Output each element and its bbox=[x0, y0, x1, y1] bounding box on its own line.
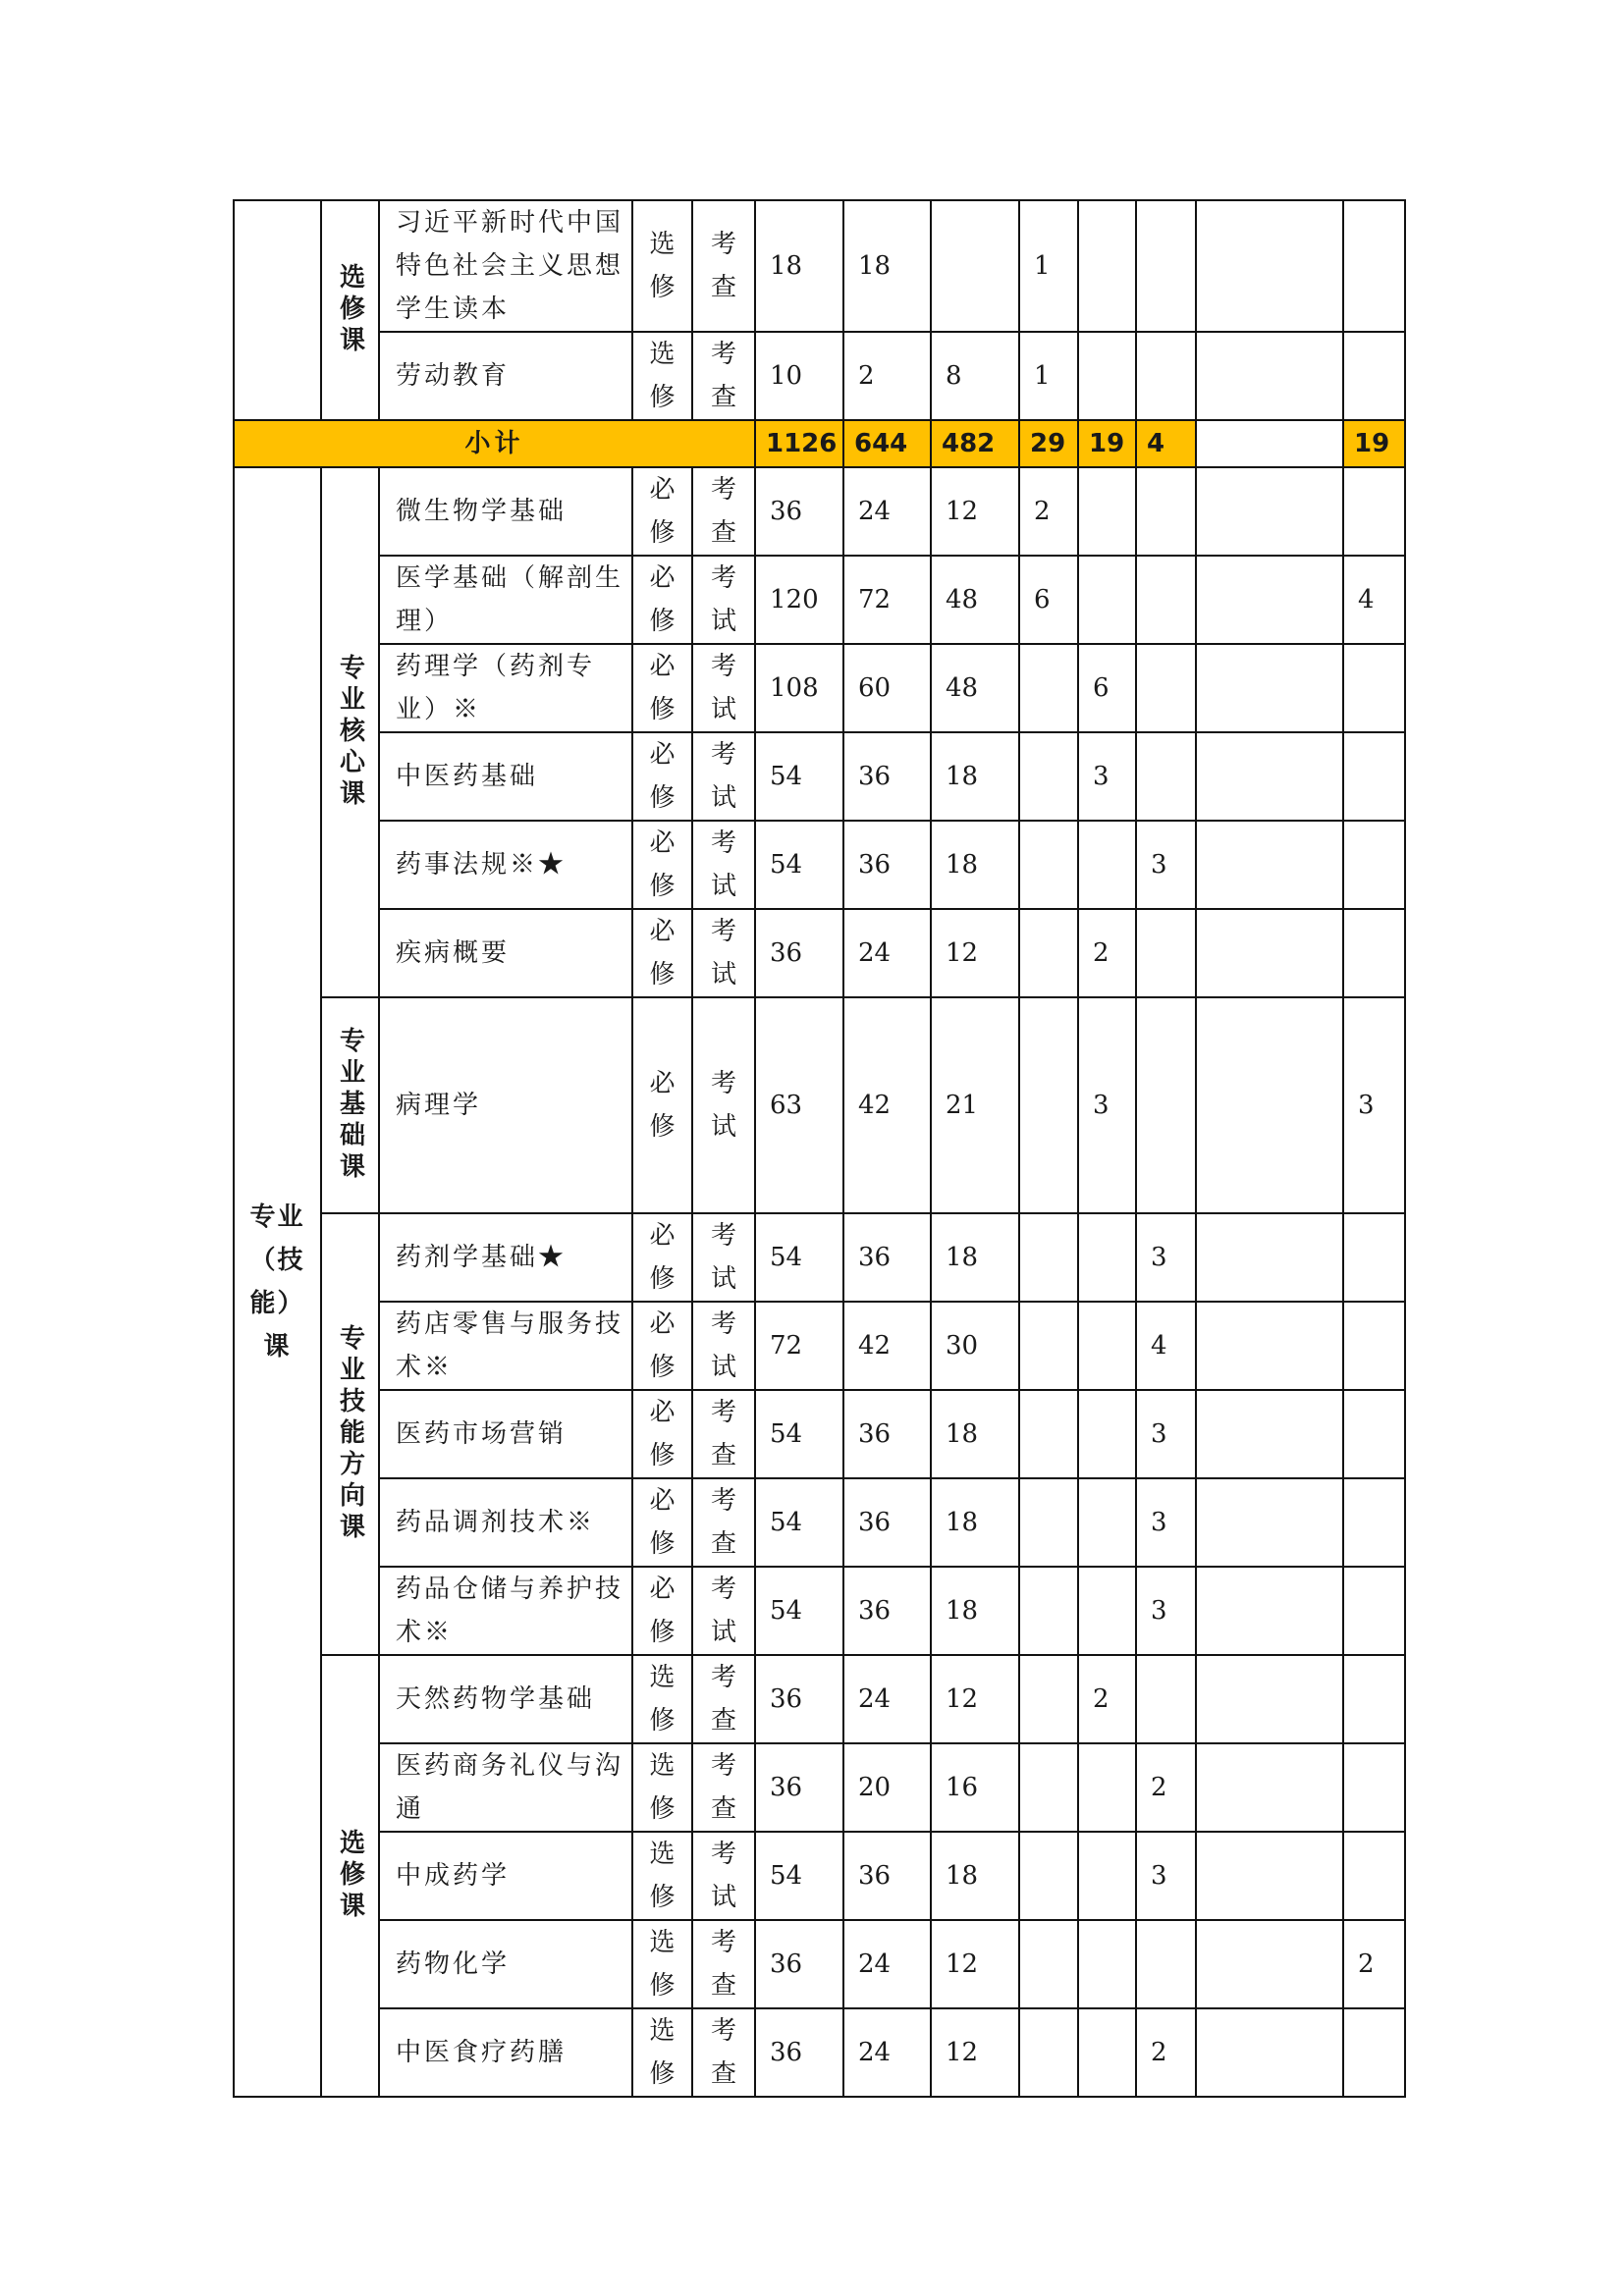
hours-theory: 60 bbox=[843, 644, 931, 732]
requirement-text: 必修 bbox=[649, 1221, 676, 1294]
blank-cell bbox=[1196, 732, 1343, 821]
hours-practice: 12 bbox=[931, 1655, 1019, 1743]
table-row bbox=[234, 1832, 1405, 1920]
hours-practice: 30 bbox=[931, 1302, 1019, 1390]
exam-type-text: 考试 bbox=[711, 740, 737, 813]
hours-s1 bbox=[1019, 997, 1078, 1213]
requirement-cell bbox=[632, 1655, 692, 1743]
requirement-cell bbox=[632, 732, 692, 821]
hours-s3 bbox=[1136, 1655, 1196, 1743]
hours-s4 bbox=[1343, 1302, 1405, 1390]
course-name: 中医药基础 bbox=[379, 732, 632, 821]
table-row bbox=[234, 1920, 1405, 2008]
exam-type-cell bbox=[692, 1390, 755, 1478]
hours-s4 bbox=[1343, 821, 1405, 909]
hours-s2 bbox=[1078, 556, 1136, 644]
hours-s3 bbox=[1136, 644, 1196, 732]
hours-s4 bbox=[1343, 1478, 1405, 1567]
hours-s3 bbox=[1136, 332, 1196, 420]
hours-s2 bbox=[1078, 1920, 1136, 2008]
hours-total: 54 bbox=[755, 1567, 843, 1655]
subgroup-label: 专业基础课 bbox=[335, 1027, 365, 1184]
hours-s3 bbox=[1136, 1920, 1196, 2008]
hours-s4 bbox=[1343, 332, 1405, 420]
blank-cell bbox=[1196, 1302, 1343, 1390]
hours-practice: 21 bbox=[931, 997, 1019, 1213]
hours-total: 54 bbox=[755, 1478, 843, 1567]
table-row bbox=[234, 332, 1405, 420]
blank-cell bbox=[1196, 332, 1343, 420]
requirement-cell bbox=[632, 1390, 692, 1478]
exam-type-text: 考查 bbox=[711, 1663, 737, 1735]
hours-s3: 2 bbox=[1136, 1743, 1196, 1832]
exam-type-text: 考查 bbox=[711, 1751, 737, 1824]
hours-s3: 4 bbox=[1136, 1302, 1196, 1390]
course-name: 劳动教育 bbox=[379, 332, 632, 420]
exam-type-cell bbox=[692, 1743, 755, 1832]
hours-s3: 3 bbox=[1136, 1478, 1196, 1567]
hours-theory: 18 bbox=[843, 200, 931, 332]
hours-practice: 18 bbox=[931, 821, 1019, 909]
hours-s2: 2 bbox=[1078, 909, 1136, 997]
course-name: 中成药学 bbox=[379, 1832, 632, 1920]
hours-s3 bbox=[1136, 467, 1196, 556]
blank-cell bbox=[1196, 1478, 1343, 1567]
requirement-cell bbox=[632, 1832, 692, 1920]
table-row bbox=[234, 1478, 1405, 1567]
hours-s4 bbox=[1343, 1743, 1405, 1832]
requirement-cell bbox=[632, 332, 692, 420]
requirement-text: 选修 bbox=[649, 1751, 676, 1824]
hours-s3 bbox=[1136, 909, 1196, 997]
hours-theory: 36 bbox=[843, 1832, 931, 1920]
hours-s3: 3 bbox=[1136, 1832, 1196, 1920]
exam-type-text: 考查 bbox=[711, 2016, 737, 2089]
requirement-text: 必修 bbox=[649, 652, 676, 724]
table-row bbox=[234, 200, 1405, 332]
hours-s1: 1 bbox=[1019, 332, 1078, 420]
exam-type-text: 考试 bbox=[711, 1575, 737, 1647]
course-name: 天然药物学基础 bbox=[379, 1655, 632, 1743]
exam-type-text: 考试 bbox=[711, 652, 737, 724]
blank-cell bbox=[1196, 644, 1343, 732]
hours-total: 54 bbox=[755, 821, 843, 909]
course-name: 药店零售与服务技术※ bbox=[379, 1302, 632, 1390]
hours-s1: 1 bbox=[1019, 200, 1078, 332]
hours-practice: 48 bbox=[931, 556, 1019, 644]
hours-s2 bbox=[1078, 821, 1136, 909]
hours-s4: 3 bbox=[1343, 997, 1405, 1213]
blank-cell bbox=[1196, 821, 1343, 909]
exam-type-text: 考查 bbox=[711, 475, 737, 548]
table-row bbox=[234, 2008, 1405, 2097]
table-row bbox=[234, 1743, 1405, 1832]
hours-theory: 42 bbox=[843, 1302, 931, 1390]
table-row bbox=[234, 467, 1405, 556]
exam-type-text: 考试 bbox=[711, 1309, 737, 1382]
hours-s4 bbox=[1343, 1832, 1405, 1920]
table-row bbox=[234, 1213, 1405, 1302]
hours-theory: 24 bbox=[843, 2008, 931, 2097]
course-name: 药物化学 bbox=[379, 1920, 632, 2008]
exam-type-cell bbox=[692, 1478, 755, 1567]
hours-s2 bbox=[1078, 1390, 1136, 1478]
hours-total: 54 bbox=[755, 1390, 843, 1478]
hours-s1 bbox=[1019, 732, 1078, 821]
hours-practice: 18 bbox=[931, 732, 1019, 821]
requirement-text: 必修 bbox=[649, 917, 676, 989]
hours-s1 bbox=[1019, 1213, 1078, 1302]
table-row bbox=[234, 909, 1405, 997]
hours-total: 108 bbox=[755, 644, 843, 732]
exam-type-text: 考试 bbox=[711, 1069, 737, 1142]
hours-s4 bbox=[1343, 2008, 1405, 2097]
hours-s1 bbox=[1019, 1478, 1078, 1567]
subgroup-label: 选修课 bbox=[335, 263, 365, 357]
table-row bbox=[234, 1567, 1405, 1655]
subgroup-label-cell bbox=[321, 200, 379, 420]
subtotal-label: 小计 bbox=[234, 420, 755, 467]
hours-practice: 16 bbox=[931, 1743, 1019, 1832]
hours-s3: 3 bbox=[1136, 1567, 1196, 1655]
hours-total: 54 bbox=[755, 1832, 843, 1920]
requirement-text: 选修 bbox=[649, 1663, 676, 1735]
blank-cell bbox=[1196, 1390, 1343, 1478]
hours-theory: 2 bbox=[843, 332, 931, 420]
requirement-cell bbox=[632, 1302, 692, 1390]
hours-s1 bbox=[1019, 909, 1078, 997]
hours-s2 bbox=[1078, 1567, 1136, 1655]
hours-s4 bbox=[1343, 1213, 1405, 1302]
hours-practice: 18 bbox=[931, 1478, 1019, 1567]
subgroup-label: 专业核心课 bbox=[335, 654, 365, 811]
hours-s4 bbox=[1343, 1567, 1405, 1655]
subtotal-s3: 4 bbox=[1136, 420, 1196, 467]
requirement-cell bbox=[632, 1213, 692, 1302]
subgroup-label: 专业技能方向课 bbox=[335, 1324, 365, 1544]
hours-practice: 12 bbox=[931, 2008, 1019, 2097]
hours-practice: 18 bbox=[931, 1832, 1019, 1920]
blank-cell bbox=[1196, 420, 1343, 467]
hours-s4 bbox=[1343, 1390, 1405, 1478]
blank-cell bbox=[1196, 556, 1343, 644]
exam-type-cell bbox=[692, 1832, 755, 1920]
blank-cell bbox=[1196, 1920, 1343, 2008]
course-name: 医学基础（解剖生理） bbox=[379, 556, 632, 644]
exam-type-cell bbox=[692, 556, 755, 644]
requirement-text: 必修 bbox=[649, 740, 676, 813]
hours-s2: 3 bbox=[1078, 997, 1136, 1213]
subgroup-label-cell bbox=[321, 1213, 379, 1655]
hours-s2: 6 bbox=[1078, 644, 1136, 732]
course-name: 药理学（药剂专业）※ bbox=[379, 644, 632, 732]
table-row bbox=[234, 644, 1405, 732]
table-row bbox=[234, 556, 1405, 644]
requirement-cell bbox=[632, 1478, 692, 1567]
subtotal-theory: 644 bbox=[843, 420, 931, 467]
exam-type-text: 考试 bbox=[711, 1840, 737, 1912]
hours-s1 bbox=[1019, 1920, 1078, 2008]
requirement-text: 必修 bbox=[649, 1069, 676, 1142]
hours-s4 bbox=[1343, 732, 1405, 821]
hours-practice: 48 bbox=[931, 644, 1019, 732]
hours-s1: 2 bbox=[1019, 467, 1078, 556]
hours-s4: 4 bbox=[1343, 556, 1405, 644]
hours-s3 bbox=[1136, 200, 1196, 332]
hours-total: 54 bbox=[755, 732, 843, 821]
hours-s2 bbox=[1078, 200, 1136, 332]
requirement-text: 必修 bbox=[649, 828, 676, 901]
blank-cell bbox=[1196, 909, 1343, 997]
subtotal-row bbox=[234, 420, 1405, 467]
table-row bbox=[234, 1655, 1405, 1743]
group-blank bbox=[234, 200, 321, 420]
hours-theory: 24 bbox=[843, 1920, 931, 2008]
requirement-cell bbox=[632, 909, 692, 997]
hours-practice: 18 bbox=[931, 1390, 1019, 1478]
hours-s2 bbox=[1078, 2008, 1136, 2097]
table-row bbox=[234, 997, 1405, 1213]
hours-s1 bbox=[1019, 1743, 1078, 1832]
hours-s2 bbox=[1078, 1478, 1136, 1567]
hours-total: 63 bbox=[755, 997, 843, 1213]
blank-cell bbox=[1196, 1655, 1343, 1743]
requirement-text: 选修 bbox=[649, 1840, 676, 1912]
blank-cell bbox=[1196, 2008, 1343, 2097]
blank-cell bbox=[1196, 467, 1343, 556]
requirement-text: 必修 bbox=[649, 1398, 676, 1470]
exam-type-text: 考试 bbox=[711, 1221, 737, 1294]
hours-s1 bbox=[1019, 1302, 1078, 1390]
blank-cell bbox=[1196, 1567, 1343, 1655]
hours-total: 72 bbox=[755, 1302, 843, 1390]
hours-s4 bbox=[1343, 467, 1405, 556]
hours-s3: 3 bbox=[1136, 1390, 1196, 1478]
hours-s1 bbox=[1019, 1567, 1078, 1655]
requirement-cell bbox=[632, 1920, 692, 2008]
table-row bbox=[234, 732, 1405, 821]
hours-total: 54 bbox=[755, 1213, 843, 1302]
exam-type-cell bbox=[692, 1567, 755, 1655]
exam-type-text: 考查 bbox=[711, 1486, 737, 1559]
course-name: 微生物学基础 bbox=[379, 467, 632, 556]
hours-s2 bbox=[1078, 1213, 1136, 1302]
subtotal-s1: 29 bbox=[1019, 420, 1078, 467]
hours-s2 bbox=[1078, 332, 1136, 420]
exam-type-text: 考查 bbox=[711, 340, 737, 412]
requirement-text: 必修 bbox=[649, 1575, 676, 1647]
table-row bbox=[234, 821, 1405, 909]
hours-theory: 36 bbox=[843, 1390, 931, 1478]
hours-total: 36 bbox=[755, 1920, 843, 2008]
requirement-cell bbox=[632, 2008, 692, 2097]
exam-type-cell bbox=[692, 644, 755, 732]
hours-practice: 12 bbox=[931, 909, 1019, 997]
requirement-cell bbox=[632, 644, 692, 732]
hours-practice: 12 bbox=[931, 1920, 1019, 2008]
exam-type-text: 考查 bbox=[711, 1928, 737, 2001]
blank-cell bbox=[1196, 997, 1343, 1213]
course-name: 药品仓储与养护技术※ bbox=[379, 1567, 632, 1655]
subtotal-practice: 482 bbox=[931, 420, 1019, 467]
hours-s3 bbox=[1136, 997, 1196, 1213]
hours-total: 120 bbox=[755, 556, 843, 644]
hours-total: 36 bbox=[755, 467, 843, 556]
hours-s2 bbox=[1078, 1302, 1136, 1390]
hours-theory: 36 bbox=[843, 1567, 931, 1655]
hours-theory: 24 bbox=[843, 909, 931, 997]
course-name: 医药商务礼仪与沟通 bbox=[379, 1743, 632, 1832]
course-name: 疾病概要 bbox=[379, 909, 632, 997]
requirement-text: 选修 bbox=[649, 340, 676, 412]
requirement-text: 必修 bbox=[649, 1309, 676, 1382]
hours-s1 bbox=[1019, 821, 1078, 909]
hours-s3: 2 bbox=[1136, 2008, 1196, 2097]
exam-type-cell bbox=[692, 1302, 755, 1390]
requirement-cell bbox=[632, 556, 692, 644]
hours-s4 bbox=[1343, 1655, 1405, 1743]
course-name: 中医食疗药膳 bbox=[379, 2008, 632, 2097]
exam-type-text: 考试 bbox=[711, 828, 737, 901]
requirement-text: 必修 bbox=[649, 475, 676, 548]
hours-theory: 24 bbox=[843, 467, 931, 556]
exam-type-cell bbox=[692, 332, 755, 420]
course-name: 医药市场营销 bbox=[379, 1390, 632, 1478]
requirement-text: 选修 bbox=[649, 230, 676, 302]
hours-theory: 20 bbox=[843, 1743, 931, 1832]
course-name: 药剂学基础★ bbox=[379, 1213, 632, 1302]
table-row bbox=[234, 1390, 1405, 1478]
exam-type-cell bbox=[692, 909, 755, 997]
hours-s3 bbox=[1136, 732, 1196, 821]
exam-type-text: 考查 bbox=[711, 230, 737, 302]
hours-s1 bbox=[1019, 1832, 1078, 1920]
exam-type-cell bbox=[692, 467, 755, 556]
subgroup-label-cell bbox=[321, 997, 379, 1213]
hours-s4 bbox=[1343, 644, 1405, 732]
subgroup-label-cell bbox=[321, 467, 379, 997]
subtotal-s2: 19 bbox=[1078, 420, 1136, 467]
group-label-cell bbox=[234, 467, 321, 2097]
subtotal-s4: 19 bbox=[1343, 420, 1405, 467]
hours-practice: 18 bbox=[931, 1213, 1019, 1302]
hours-theory: 36 bbox=[843, 1213, 931, 1302]
exam-type-cell bbox=[692, 2008, 755, 2097]
hours-total: 18 bbox=[755, 200, 843, 332]
hours-s2: 3 bbox=[1078, 732, 1136, 821]
hours-s3: 3 bbox=[1136, 821, 1196, 909]
exam-type-cell bbox=[692, 1655, 755, 1743]
hours-s1: 6 bbox=[1019, 556, 1078, 644]
course-name: 药品调剂技术※ bbox=[379, 1478, 632, 1567]
hours-theory: 72 bbox=[843, 556, 931, 644]
requirement-cell bbox=[632, 1567, 692, 1655]
hours-theory: 36 bbox=[843, 732, 931, 821]
hours-practice bbox=[931, 200, 1019, 332]
course-name: 习近平新时代中国特色社会主义思想学生读本 bbox=[379, 200, 632, 332]
hours-total: 36 bbox=[755, 2008, 843, 2097]
requirement-cell bbox=[632, 467, 692, 556]
hours-s4 bbox=[1343, 200, 1405, 332]
exam-type-text: 考查 bbox=[711, 1398, 737, 1470]
table-row bbox=[234, 1302, 1405, 1390]
requirement-cell bbox=[632, 821, 692, 909]
exam-type-cell bbox=[692, 732, 755, 821]
hours-s2 bbox=[1078, 1743, 1136, 1832]
course-name: 病理学 bbox=[379, 997, 632, 1213]
requirement-text: 选修 bbox=[649, 1928, 676, 2001]
hours-s1 bbox=[1019, 2008, 1078, 2097]
hours-s4: 2 bbox=[1343, 1920, 1405, 2008]
requirement-cell bbox=[632, 997, 692, 1213]
hours-total: 36 bbox=[755, 909, 843, 997]
blank-cell bbox=[1196, 1743, 1343, 1832]
exam-type-cell bbox=[692, 997, 755, 1213]
subgroup-label-cell bbox=[321, 1655, 379, 2097]
exam-type-cell bbox=[692, 200, 755, 332]
hours-s1 bbox=[1019, 1655, 1078, 1743]
hours-s2 bbox=[1078, 467, 1136, 556]
exam-type-text: 考试 bbox=[711, 917, 737, 989]
hours-s2 bbox=[1078, 1832, 1136, 1920]
hours-s3 bbox=[1136, 556, 1196, 644]
hours-s2: 2 bbox=[1078, 1655, 1136, 1743]
exam-type-cell bbox=[692, 1920, 755, 2008]
course-name: 药事法规※★ bbox=[379, 821, 632, 909]
requirement-text: 必修 bbox=[649, 563, 676, 636]
hours-practice: 18 bbox=[931, 1567, 1019, 1655]
hours-theory: 42 bbox=[843, 997, 931, 1213]
hours-total: 36 bbox=[755, 1743, 843, 1832]
hours-theory: 36 bbox=[843, 821, 931, 909]
hours-practice: 8 bbox=[931, 332, 1019, 420]
requirement-cell bbox=[632, 200, 692, 332]
exam-type-cell bbox=[692, 821, 755, 909]
exam-type-cell bbox=[692, 1213, 755, 1302]
hours-theory: 36 bbox=[843, 1478, 931, 1567]
hours-s1 bbox=[1019, 644, 1078, 732]
blank-cell bbox=[1196, 1213, 1343, 1302]
hours-total: 10 bbox=[755, 332, 843, 420]
subtotal-total: 1126 bbox=[755, 420, 843, 467]
blank-cell bbox=[1196, 1832, 1343, 1920]
subgroup-label: 选修课 bbox=[335, 1829, 365, 1923]
hours-practice: 12 bbox=[931, 467, 1019, 556]
requirement-text: 必修 bbox=[649, 1486, 676, 1559]
requirement-text: 选修 bbox=[649, 2016, 676, 2089]
hours-total: 36 bbox=[755, 1655, 843, 1743]
hours-s3: 3 bbox=[1136, 1213, 1196, 1302]
group-label: 专业（技能）课 bbox=[249, 1202, 305, 1362]
hours-s1 bbox=[1019, 1390, 1078, 1478]
hours-theory: 24 bbox=[843, 1655, 931, 1743]
curriculum-table bbox=[233, 199, 1406, 2098]
requirement-cell bbox=[632, 1743, 692, 1832]
exam-type-text: 考试 bbox=[711, 563, 737, 636]
blank-cell bbox=[1196, 200, 1343, 332]
hours-s4 bbox=[1343, 909, 1405, 997]
